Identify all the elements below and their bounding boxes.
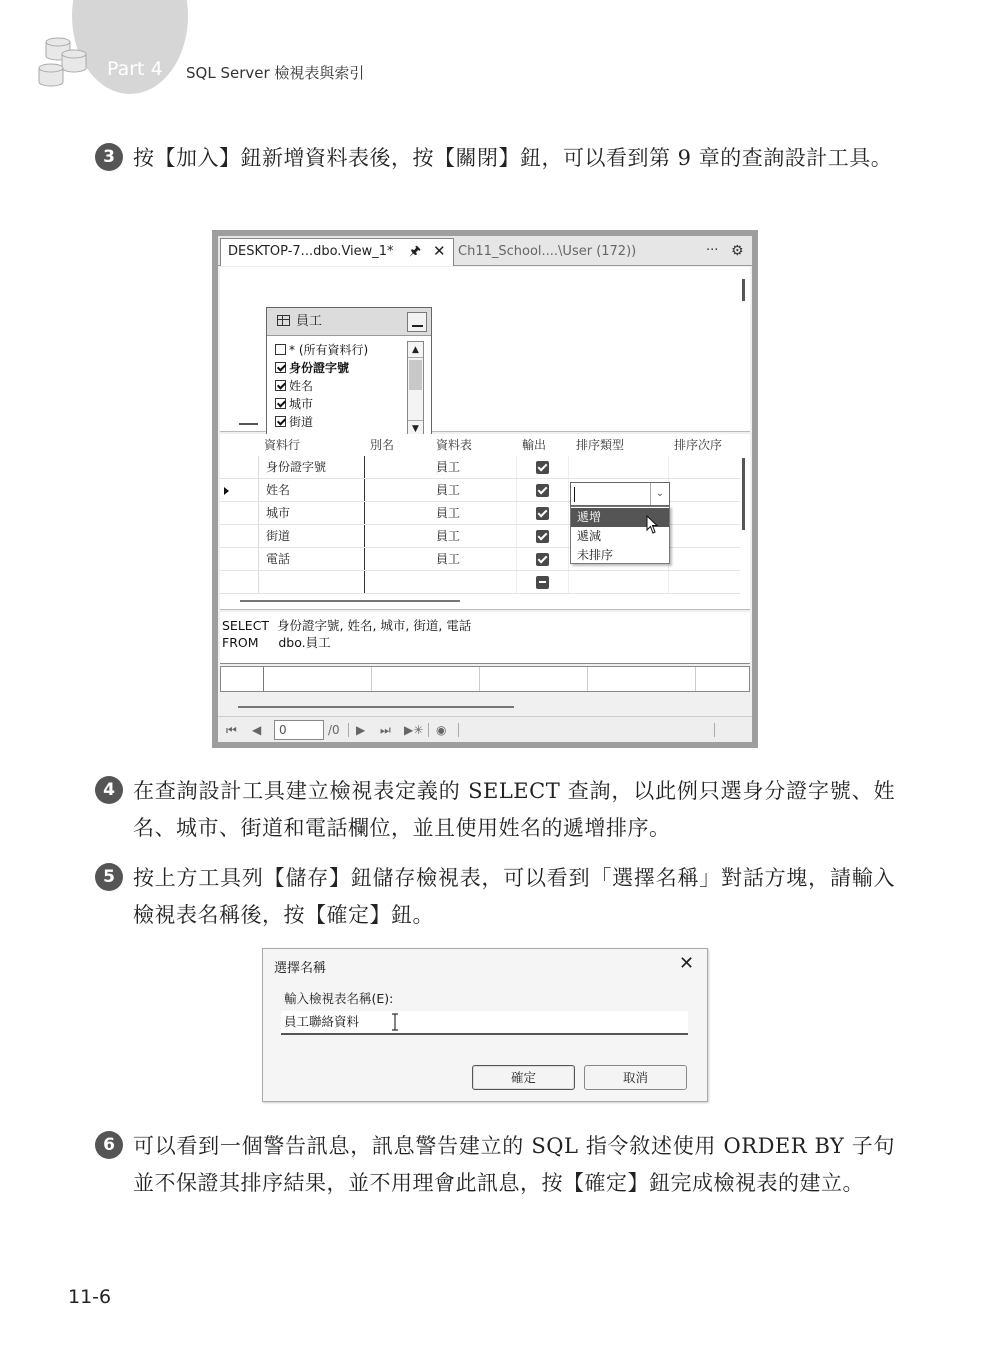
- table-box-scrollbar[interactable]: [407, 341, 424, 437]
- more-options-icon[interactable]: ···: [706, 243, 719, 258]
- current-row-icon: [224, 487, 229, 495]
- grid-horizontal-scrollbar[interactable]: [240, 600, 460, 602]
- output-checkbox[interactable]: [536, 576, 549, 589]
- close-tab-icon[interactable]: ✕: [433, 242, 446, 260]
- tab-bar: [218, 236, 752, 266]
- scroll-down-icon[interactable]: ▼: [408, 420, 423, 436]
- step-text: 在查詢設計工具建立檢視表定義的 SELECT 查詢，以此例只選身分證字號、姓名、城市、街道和電話欄位，並且使用姓名的遞增排序。: [133, 779, 895, 840]
- pin-icon[interactable]: 🖈: [409, 244, 422, 259]
- column-checkbox[interactable]: [275, 344, 286, 355]
- grid-cell-column[interactable]: 街道: [266, 529, 291, 543]
- grid-cell-column[interactable]: 姓名: [266, 483, 291, 497]
- column-label: 街道: [289, 415, 314, 429]
- column-checkbox[interactable]: [275, 380, 286, 391]
- column-label: 身份證字號: [289, 361, 350, 375]
- column-label: 姓名: [289, 379, 314, 393]
- sort-option[interactable]: 未排序: [577, 548, 614, 562]
- grid-header-output[interactable]: 輸出: [522, 438, 547, 452]
- grid-cell-table[interactable]: 員工: [436, 483, 461, 497]
- tab-view-1[interactable]: DESKTOP-7...dbo.View_1* 🖈 ✕: [220, 238, 454, 266]
- step-text: 按【加入】鈕新增資料表後，按【關閉】鈕，可以看到第 9 章的查詢設計工具。: [133, 146, 893, 170]
- output-checkbox[interactable]: [536, 507, 549, 520]
- step-number: 6: [95, 1131, 123, 1159]
- grid-cell-table[interactable]: 員工: [436, 529, 461, 543]
- grid-cell-column[interactable]: 電話: [266, 552, 291, 566]
- output-checkbox[interactable]: [536, 553, 549, 566]
- step-text: 可以看到一個警告訊息，訊息警告建立的 SQL 指令敘述使用 ORDER BY 子句並不保證其排序結果，並不用理會此訊息，按【確定】鈕完成檢視表的建立。: [133, 1134, 895, 1195]
- gear-icon[interactable]: ⚙: [731, 243, 744, 259]
- record-total: /0: [328, 723, 340, 737]
- grid-row[interactable]: [220, 571, 740, 594]
- sort-type-combobox[interactable]: [570, 482, 670, 506]
- query-designer-window: [212, 230, 758, 748]
- stop-icon[interactable]: ◉: [436, 723, 447, 737]
- grid-cell-table[interactable]: 員工: [436, 552, 461, 566]
- grid-cell-table[interactable]: 員工: [436, 460, 461, 474]
- diagram-pane: [220, 267, 750, 432]
- grid-vertical-scrollbar[interactable]: [742, 458, 745, 530]
- table-column-item[interactable]: [275, 395, 405, 413]
- tab-school-query[interactable]: Ch11_School....\User (172)): [458, 244, 637, 259]
- sort-option[interactable]: 遞增: [571, 508, 669, 527]
- grid-header-sort-type[interactable]: 排序類型: [576, 438, 625, 452]
- column-checkbox[interactable]: [275, 416, 286, 427]
- table-column-item[interactable]: [275, 359, 405, 377]
- last-record-icon[interactable]: ⏭: [380, 723, 391, 737]
- table-box-header[interactable]: 員工: [267, 308, 431, 336]
- step-number: 3: [95, 143, 123, 171]
- step-3: [95, 140, 895, 177]
- table-icon: [277, 315, 290, 326]
- grid-cell-table[interactable]: 員工: [436, 506, 461, 520]
- record-number-input[interactable]: 0: [274, 720, 324, 740]
- output-checkbox[interactable]: [536, 484, 549, 497]
- grid-header-table[interactable]: 資料表: [436, 438, 473, 452]
- record-navigator: [218, 716, 752, 742]
- first-record-icon[interactable]: ⏮: [226, 723, 237, 737]
- scroll-thumb[interactable]: [409, 360, 422, 390]
- part-label: Part 4: [107, 58, 163, 80]
- sort-option[interactable]: 遞減: [577, 529, 602, 543]
- output-checkbox[interactable]: [536, 461, 549, 474]
- table-column-item[interactable]: [275, 377, 405, 395]
- diagram-scrollbar[interactable]: [742, 279, 745, 301]
- column-label: 城市: [289, 397, 314, 411]
- grid-header-alias[interactable]: 別名: [370, 438, 395, 452]
- criteria-grid: [220, 434, 750, 610]
- new-record-icon[interactable]: ▶✳: [404, 723, 424, 737]
- sql-pane[interactable]: [220, 612, 750, 664]
- pane-splitter[interactable]: [239, 423, 258, 425]
- page-number: 11-6: [68, 1286, 112, 1308]
- cancel-button[interactable]: 取消: [584, 1065, 687, 1090]
- column-checkbox[interactable]: [275, 398, 286, 409]
- view-name-label: 輸入檢視表名稱(E):: [284, 991, 394, 1006]
- choose-name-dialog: [262, 948, 708, 1102]
- ok-button[interactable]: 確定: [472, 1065, 575, 1090]
- grid-cell-column[interactable]: 城市: [266, 506, 291, 520]
- step-5: [95, 860, 895, 934]
- step-number: 5: [95, 863, 123, 891]
- step-text: 按上方工具列【儲存】鈕儲存檢視表，可以看到「選擇名稱」對話方塊，請輸入檢視表名稱後，按【確定】鈕。: [133, 866, 895, 927]
- table-column-list: [275, 341, 405, 431]
- scroll-up-icon[interactable]: ▲: [408, 342, 423, 358]
- minimize-button[interactable]: [407, 312, 427, 332]
- column-checkbox[interactable]: [275, 362, 286, 373]
- sql-line-select: SELECT 身份證字號, 姓名, 城市, 街道, 電話: [222, 618, 472, 633]
- step-4: [95, 773, 895, 847]
- grid-header-sort-order[interactable]: 排序次序: [674, 438, 723, 452]
- sql-line-from: FROM dbo.員工: [222, 635, 331, 650]
- chapter-title: SQL Server 檢視表與索引: [186, 64, 365, 82]
- table-column-item[interactable]: [275, 341, 405, 359]
- dialog-title: 選擇名稱: [274, 961, 327, 976]
- step-6: [95, 1128, 895, 1202]
- chevron-down-icon[interactable]: ⌄: [650, 483, 669, 505]
- table-column-item[interactable]: [275, 413, 405, 431]
- table-box-employee[interactable]: [266, 307, 432, 444]
- close-icon[interactable]: ✕: [679, 953, 695, 974]
- mouse-pointer-icon: [646, 515, 660, 535]
- grid-header-column[interactable]: 資料行: [264, 438, 301, 452]
- column-label: * (所有資料行): [289, 343, 369, 357]
- view-name-input[interactable]: 員工聯絡資料: [281, 1011, 688, 1035]
- grid-cell-column[interactable]: 身份證字號: [266, 460, 327, 474]
- next-record-icon[interactable]: ▶: [356, 723, 366, 737]
- database-icon: [36, 34, 92, 90]
- text-cursor-icon: [390, 1013, 400, 1031]
- grid-row[interactable]: [220, 456, 740, 479]
- step-number: 4: [95, 776, 123, 804]
- previous-record-icon[interactable]: ◀: [252, 723, 262, 737]
- output-checkbox[interactable]: [536, 530, 549, 543]
- results-horizontal-scrollbar[interactable]: [238, 706, 514, 708]
- results-pane: [220, 666, 750, 692]
